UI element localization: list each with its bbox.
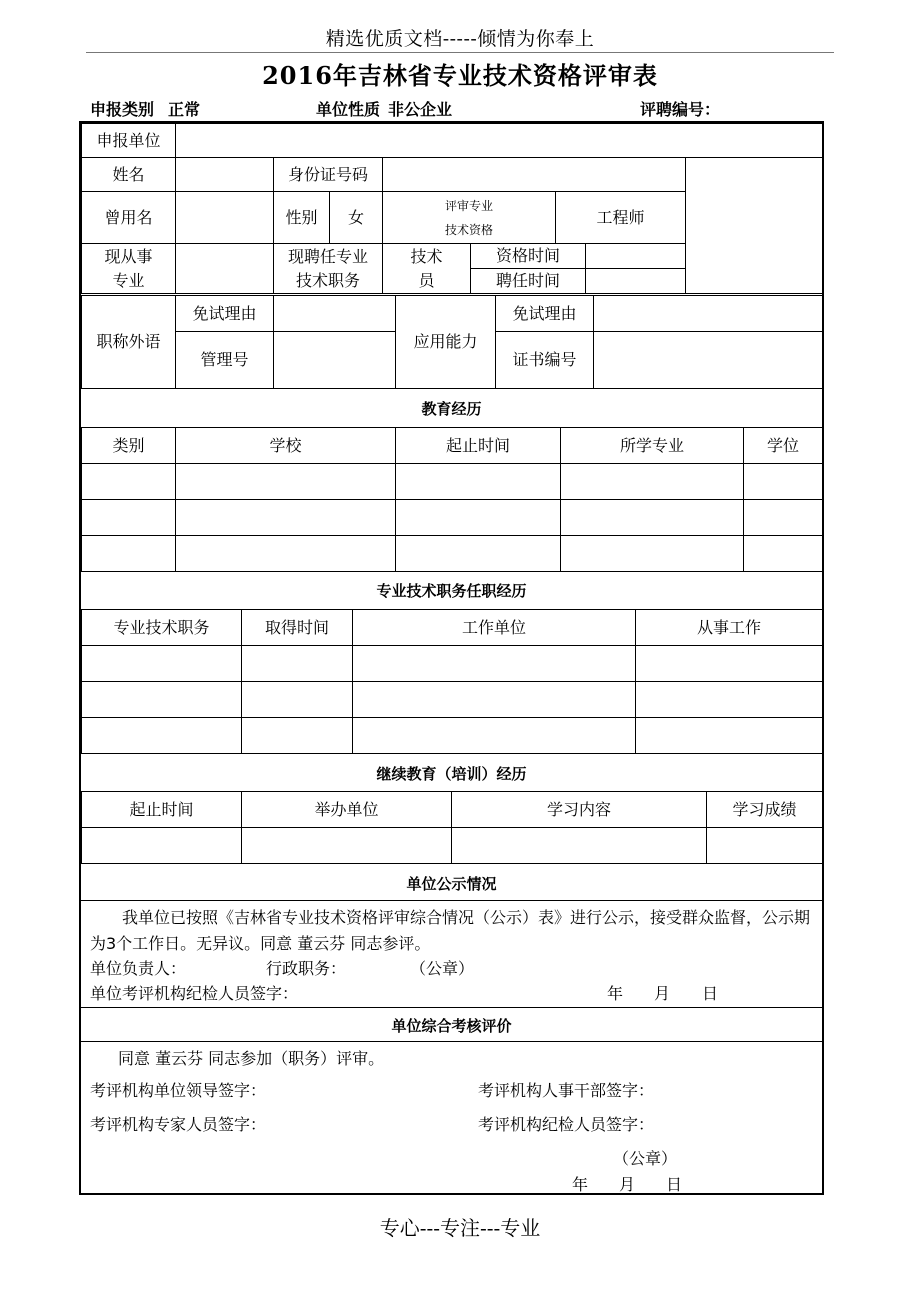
former-name-label: 曾用名	[82, 192, 176, 244]
train-col-period: 起止时间	[82, 792, 242, 828]
publicity-paragraph: 我单位已按照《吉林省专业技术资格评审综合情况（公示）表》进行公示，接受群众监督，公示期为3个工作日。无异议。同意 董云芬 同志参评。	[90, 908, 811, 953]
table-row	[82, 718, 823, 754]
current-post-line2: 技术职务	[295, 270, 360, 290]
current-post-line1: 现聘任专业	[287, 246, 368, 266]
unit-label: 申报单位	[82, 124, 176, 158]
leader-sign-label: 考评机构单位领导签字：	[90, 1081, 267, 1100]
unit-nature-label: 单位性质	[316, 100, 381, 119]
edu-col-degree: 学位	[744, 428, 823, 464]
pos-col-work: 从事工作	[636, 610, 823, 646]
language-table	[81, 295, 823, 389]
current-major-label	[82, 244, 176, 294]
qualification-label-line2: 技术资格	[444, 222, 493, 237]
training-table	[81, 791, 823, 864]
publicity-date-day: 日	[702, 984, 719, 1003]
photo-cell	[686, 158, 823, 294]
current-post-value	[383, 244, 471, 294]
education-title: 教育经历	[421, 400, 482, 418]
publicity-title: 单位公示情况	[406, 875, 497, 893]
positions-title: 专业技术职务任职经历	[376, 582, 527, 600]
current-major-line1: 现从事	[104, 246, 153, 266]
train-col-organizer: 举办单位	[242, 792, 452, 828]
qualification-value: 工程师	[556, 192, 686, 244]
former-name-field[interactable]	[176, 192, 274, 244]
qual-time-field[interactable]	[586, 244, 686, 269]
qualification-label-line1: 评审专业	[444, 198, 493, 213]
category-label: 申报类别	[90, 100, 155, 119]
evaluation-date-month: 月	[619, 1175, 636, 1194]
current-post-value-line1: 技术	[410, 246, 443, 266]
unit-field[interactable]	[176, 124, 823, 158]
evaluation-divider	[81, 1041, 822, 1042]
exempt-label-2: 免试理由	[496, 296, 594, 332]
cert-number-field[interactable]	[594, 332, 823, 389]
hire-time-label: 聘任时间	[471, 269, 586, 294]
publicity-date-month: 月	[654, 984, 671, 1003]
page-header: 精选优质文档-----倾情为你奉上	[325, 28, 595, 50]
publicity-seal: （公章）	[410, 959, 475, 978]
leader-label: 单位负责人：	[90, 959, 187, 978]
table-row	[82, 464, 823, 500]
qual-time-label: 资格时间	[471, 244, 586, 269]
table-row	[82, 828, 823, 864]
expert-sign-label: 考评机构专家人员签字：	[90, 1115, 267, 1134]
page-footer: 专心---专注---专业	[379, 1216, 541, 1240]
hr-sign-label: 考评机构人事干部签字：	[478, 1081, 655, 1100]
evaluation-date-day: 日	[666, 1175, 683, 1194]
evaluation-date-year: 年	[572, 1175, 589, 1194]
mgmt-number-label: 管理号	[176, 332, 274, 389]
current-major-field[interactable]	[176, 244, 274, 294]
hire-time-field[interactable]	[586, 269, 686, 294]
positions-table	[81, 609, 823, 754]
qualification-label	[383, 192, 556, 244]
exempt-field-2[interactable]	[594, 296, 823, 332]
publicity-date-year: 年	[607, 984, 624, 1003]
post-label: 行政职务：	[266, 959, 347, 978]
category-meta	[90, 97, 200, 120]
gender-label: 性别	[274, 192, 330, 244]
pos-col-employer: 工作单位	[353, 610, 636, 646]
category-value: 正常	[168, 100, 201, 119]
education-table	[81, 427, 823, 572]
table-row	[82, 500, 823, 536]
inspector-sign-label: 考评机构纪检人员签字：	[478, 1115, 655, 1134]
training-title: 继续教育（培训）经历	[376, 765, 527, 783]
exempt-label: 免试理由	[176, 296, 274, 332]
table-row	[82, 646, 823, 682]
pos-col-date: 取得时间	[242, 610, 353, 646]
name-label: 姓名	[82, 158, 176, 192]
edu-col-period: 起止时间	[396, 428, 561, 464]
current-post-label	[274, 244, 383, 294]
name-field[interactable]	[176, 158, 274, 192]
unit-nature-meta	[316, 97, 452, 120]
language-title: 职称外语	[82, 296, 176, 389]
train-col-content: 学习内容	[452, 792, 707, 828]
table-row	[82, 682, 823, 718]
cert-number-label: 证书编号	[496, 332, 594, 389]
evaluation-seal: （公章）	[613, 1149, 678, 1168]
edu-col-major: 所学专业	[561, 428, 744, 464]
edu-col-type: 类别	[82, 428, 176, 464]
header-divider	[86, 52, 834, 53]
train-col-score: 学习成绩	[707, 792, 823, 828]
publicity-bottom-divider	[81, 1007, 822, 1008]
exempt-field[interactable]	[274, 296, 396, 332]
id-field[interactable]	[383, 158, 686, 192]
mgmt-number-field[interactable]	[274, 332, 396, 389]
gender-value: 女	[330, 192, 383, 244]
unit-nature-value: 非公企业	[388, 100, 453, 119]
number-label: 评聘编号：	[640, 100, 721, 119]
evaluation-statement: 同意 董云芬 同志参加（职务）评审。	[118, 1049, 385, 1068]
app-ability-label: 应用能力	[396, 296, 496, 389]
basic-info-table	[81, 123, 823, 294]
id-label: 身份证号码	[274, 158, 383, 192]
pos-col-title: 专业技术职务	[82, 610, 242, 646]
current-post-value-line2: 员	[418, 270, 435, 290]
evaluation-title: 单位综合考核评价	[391, 1017, 512, 1035]
document-title: 2016年吉林省专业技术资格评审表	[262, 61, 658, 90]
edu-col-school: 学校	[176, 428, 396, 464]
publicity-divider	[81, 900, 822, 901]
publicity-inspector-label: 单位考评机构纪检人员签字：	[90, 984, 299, 1003]
current-major-line2: 专业	[112, 270, 145, 290]
table-row	[82, 536, 823, 572]
